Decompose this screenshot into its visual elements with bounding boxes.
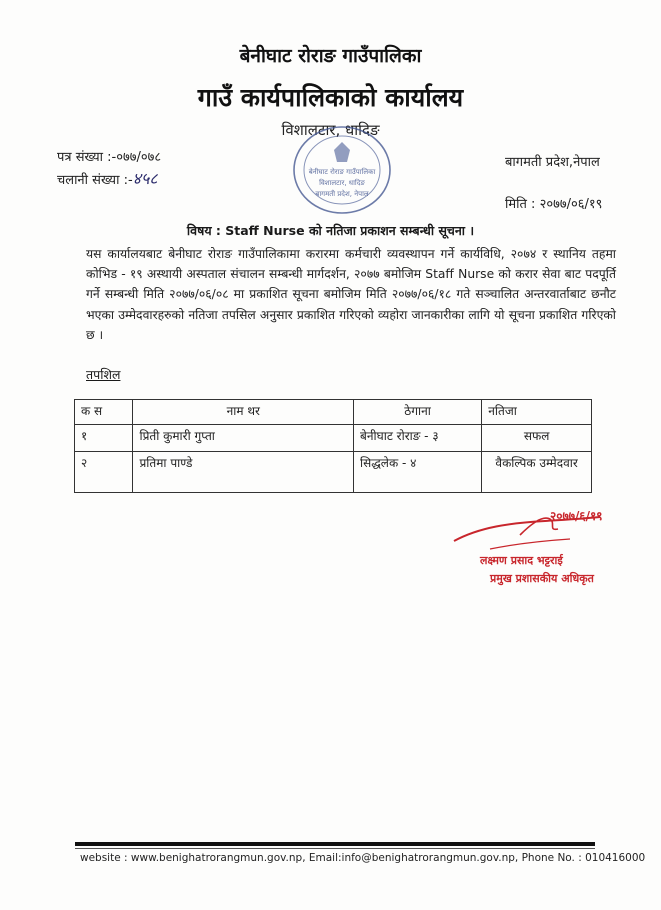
dispatch-number [57,167,158,189]
table-header-row [75,400,592,425]
footer-contact: website : www.benighatrorangmun.gov.np, Email:info@benighatrorangmun.gov.np, Phone No. : 010416000 [80,852,646,864]
dispatch-number-label: चलानी संख्या :- [57,173,133,188]
row-serial: १ [75,425,133,452]
header-serial: क स [75,400,133,425]
row-result: वैकल्पिक उम्मेदवार [482,452,592,493]
signatory-name: लक्ष्मण प्रसाद भट्टराई [480,554,563,567]
notice-body: यस कार्यालयबाट बेनीघाट रोराङ गाउँपालिकामा करारमा कर्मचारी व्यवस्थापन गर्ने कार्यविधि, २०७४ र स्थानिय तहमा कोभिड - १९ अस्थायी अस्पताल संचालन सम्बन्धी मार्गदर्शन, २०७७ बमोजिम Staff Nurse को करार सेवा बाट पदपूर्ति गर्ने सम्बन्धी मिति २०७७/०६/०८ मा प्रकाशित सूचना बमोजिम मिति २०७७/०६/१८ गते सञ्चालित अन्तरवार्ताबाट छनौट भएका उम्मेदवारहरुको नतिजा तपसिल अनुसार प्रकाशित गरिएको व्यहोरा जानकारीका लागि यो सूचना प्रकाशित गरिएको छ । [86,247,616,342]
office-title: गाउँ कार्यपालिकाको कार्यालय [197,83,464,112]
row-address: बेनीघाट रोराङ - ३ [354,425,482,452]
table-row [75,425,592,452]
seal-text-3: बागमती प्रदेश, नेपाल [315,190,369,198]
row-result: सफल [482,425,592,452]
row-name: प्रिती कुमारी गुप्ता [133,425,354,452]
row-serial: २ [75,452,133,493]
seal-text-1: बेनीघाट रोराङ गाउँपालिका [308,168,376,176]
letter-number: पत्र संख्या :-०७७/०७८ [57,150,162,165]
office-address: विशालटार, धादिङ [281,121,380,139]
signature-date: २०७७/६/१९ [550,509,603,523]
municipality-name: बेनीघाट रोराङ गाउँपालिका [239,45,422,67]
header-result: नतिजा [482,400,592,425]
row-address: सिद्धलेक - ४ [354,452,482,493]
footer-divider-thin [75,848,595,849]
signatory-title: प्रमुख प्रशासकीय अधिकृत [490,572,594,585]
detail-heading: तपशिल [86,367,121,382]
seal-text-2: विशालटार, धादिङ [319,179,365,187]
table-row [75,452,592,493]
officer-signature [450,505,625,600]
row-name: प्रतिमा पाण्डे [133,452,354,493]
results-table [74,399,592,493]
header-name: नाम थर [133,400,354,425]
notice-subject: विषय : Staff Nurse को नतिजा प्रकाशन सम्बन्धी सूचना । [186,223,475,238]
letter-date: मिति : २०७७/०६/१९ [505,197,603,212]
province-name: बागमती प्रदेश,नेपाल [505,155,600,170]
header-address: ठेगाना [354,400,482,425]
dispatch-number-value: ४५८ [132,169,158,188]
office-seal-stamp [289,122,395,218]
footer-divider [75,842,595,846]
